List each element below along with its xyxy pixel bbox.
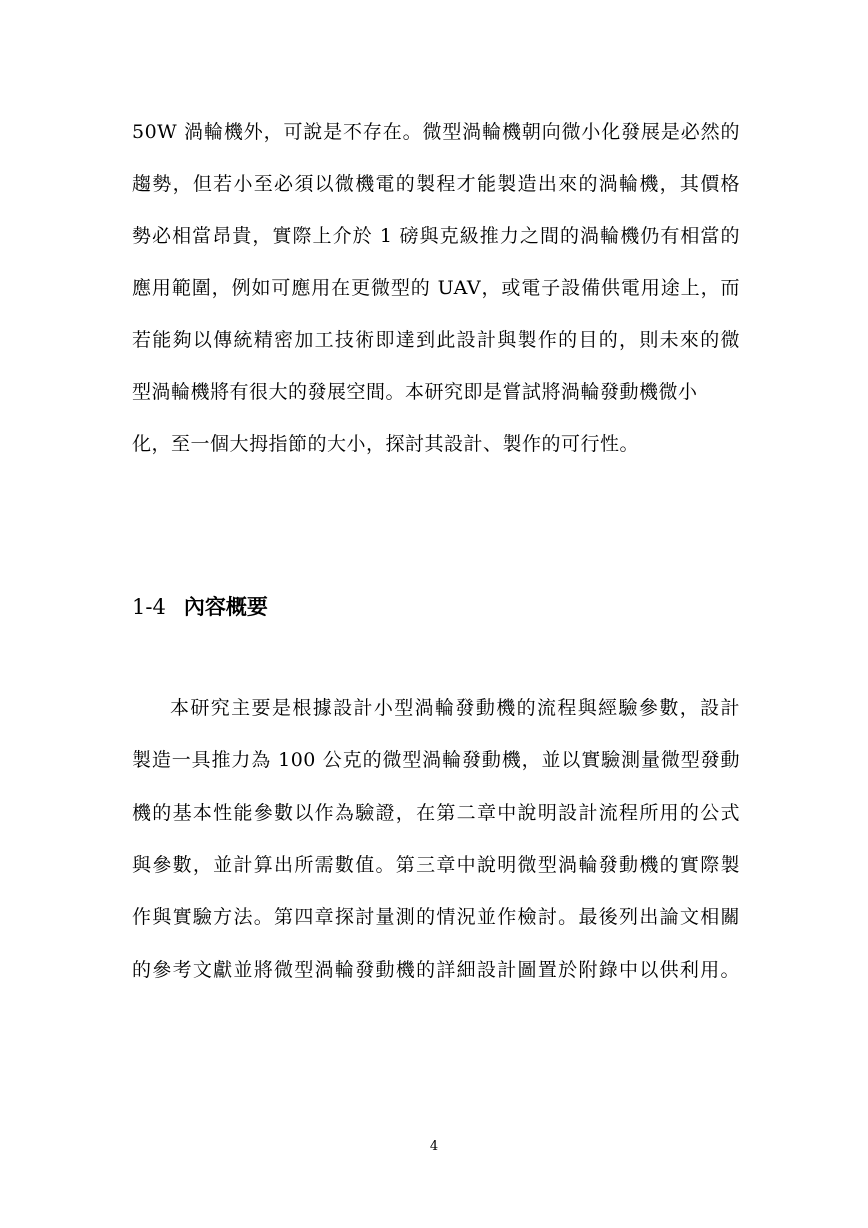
paragraph-line: 型渦輪機將有很大的發展空間。本研究即是嘗試將渦輪發動機微小 [132, 381, 698, 403]
paragraph-line: 50W 渦輪機外，可說是不存在。微型渦輪機朝向微小化發展是必然的 [132, 121, 740, 143]
paragraph-line: 本研究主要是根據設計小型渦輪發動機的流程與經驗參數，設計 [170, 697, 740, 719]
paragraph-line: 機的基本性能參數以作為驗證，在第二章中說明設計流程所用的公式 [132, 802, 740, 824]
paragraph-line: 趨勢，但若小至必須以微機電的製程才能製造出來的渦輪機，其價格 [132, 173, 740, 195]
section-number: 1-4 [132, 595, 166, 619]
paragraph-line: 應用範圍，例如可應用在更微型的 UAV，或電子設備供電用途上，而 [132, 277, 740, 299]
paragraph-line: 製造一具推力為 100 公克的微型渦輪發動機，並以實驗測量微型發動 [132, 749, 740, 771]
section-title: 內容概要 [183, 594, 268, 619]
paragraph-line: 與參數，並計算出所需數值。第三章中說明微型渦輪發動機的實際製 [132, 854, 740, 876]
paragraph-line: 化，至一個大拇指節的大小，探討其設計、製作的可行性。 [132, 433, 640, 455]
paragraph-line: 勢必相當昂貴，實際上介於 1 磅與克級推力之間的渦輪機仍有相當的 [132, 225, 740, 247]
paragraph-line: 若能夠以傳統精密加工技術即達到此設計與製作的目的，則未來的微 [132, 329, 740, 351]
paragraph-line: 作與實驗方法。第四章探討量測的情況並作檢討。最後列出論文相關 [132, 906, 740, 928]
paragraph-line: 的參考文獻並將微型渦輪發動機的詳細設計圖置於附錄中以供利用。 [132, 959, 740, 981]
section-heading [132, 590, 268, 624]
page-number: 4 [429, 1139, 439, 1154]
